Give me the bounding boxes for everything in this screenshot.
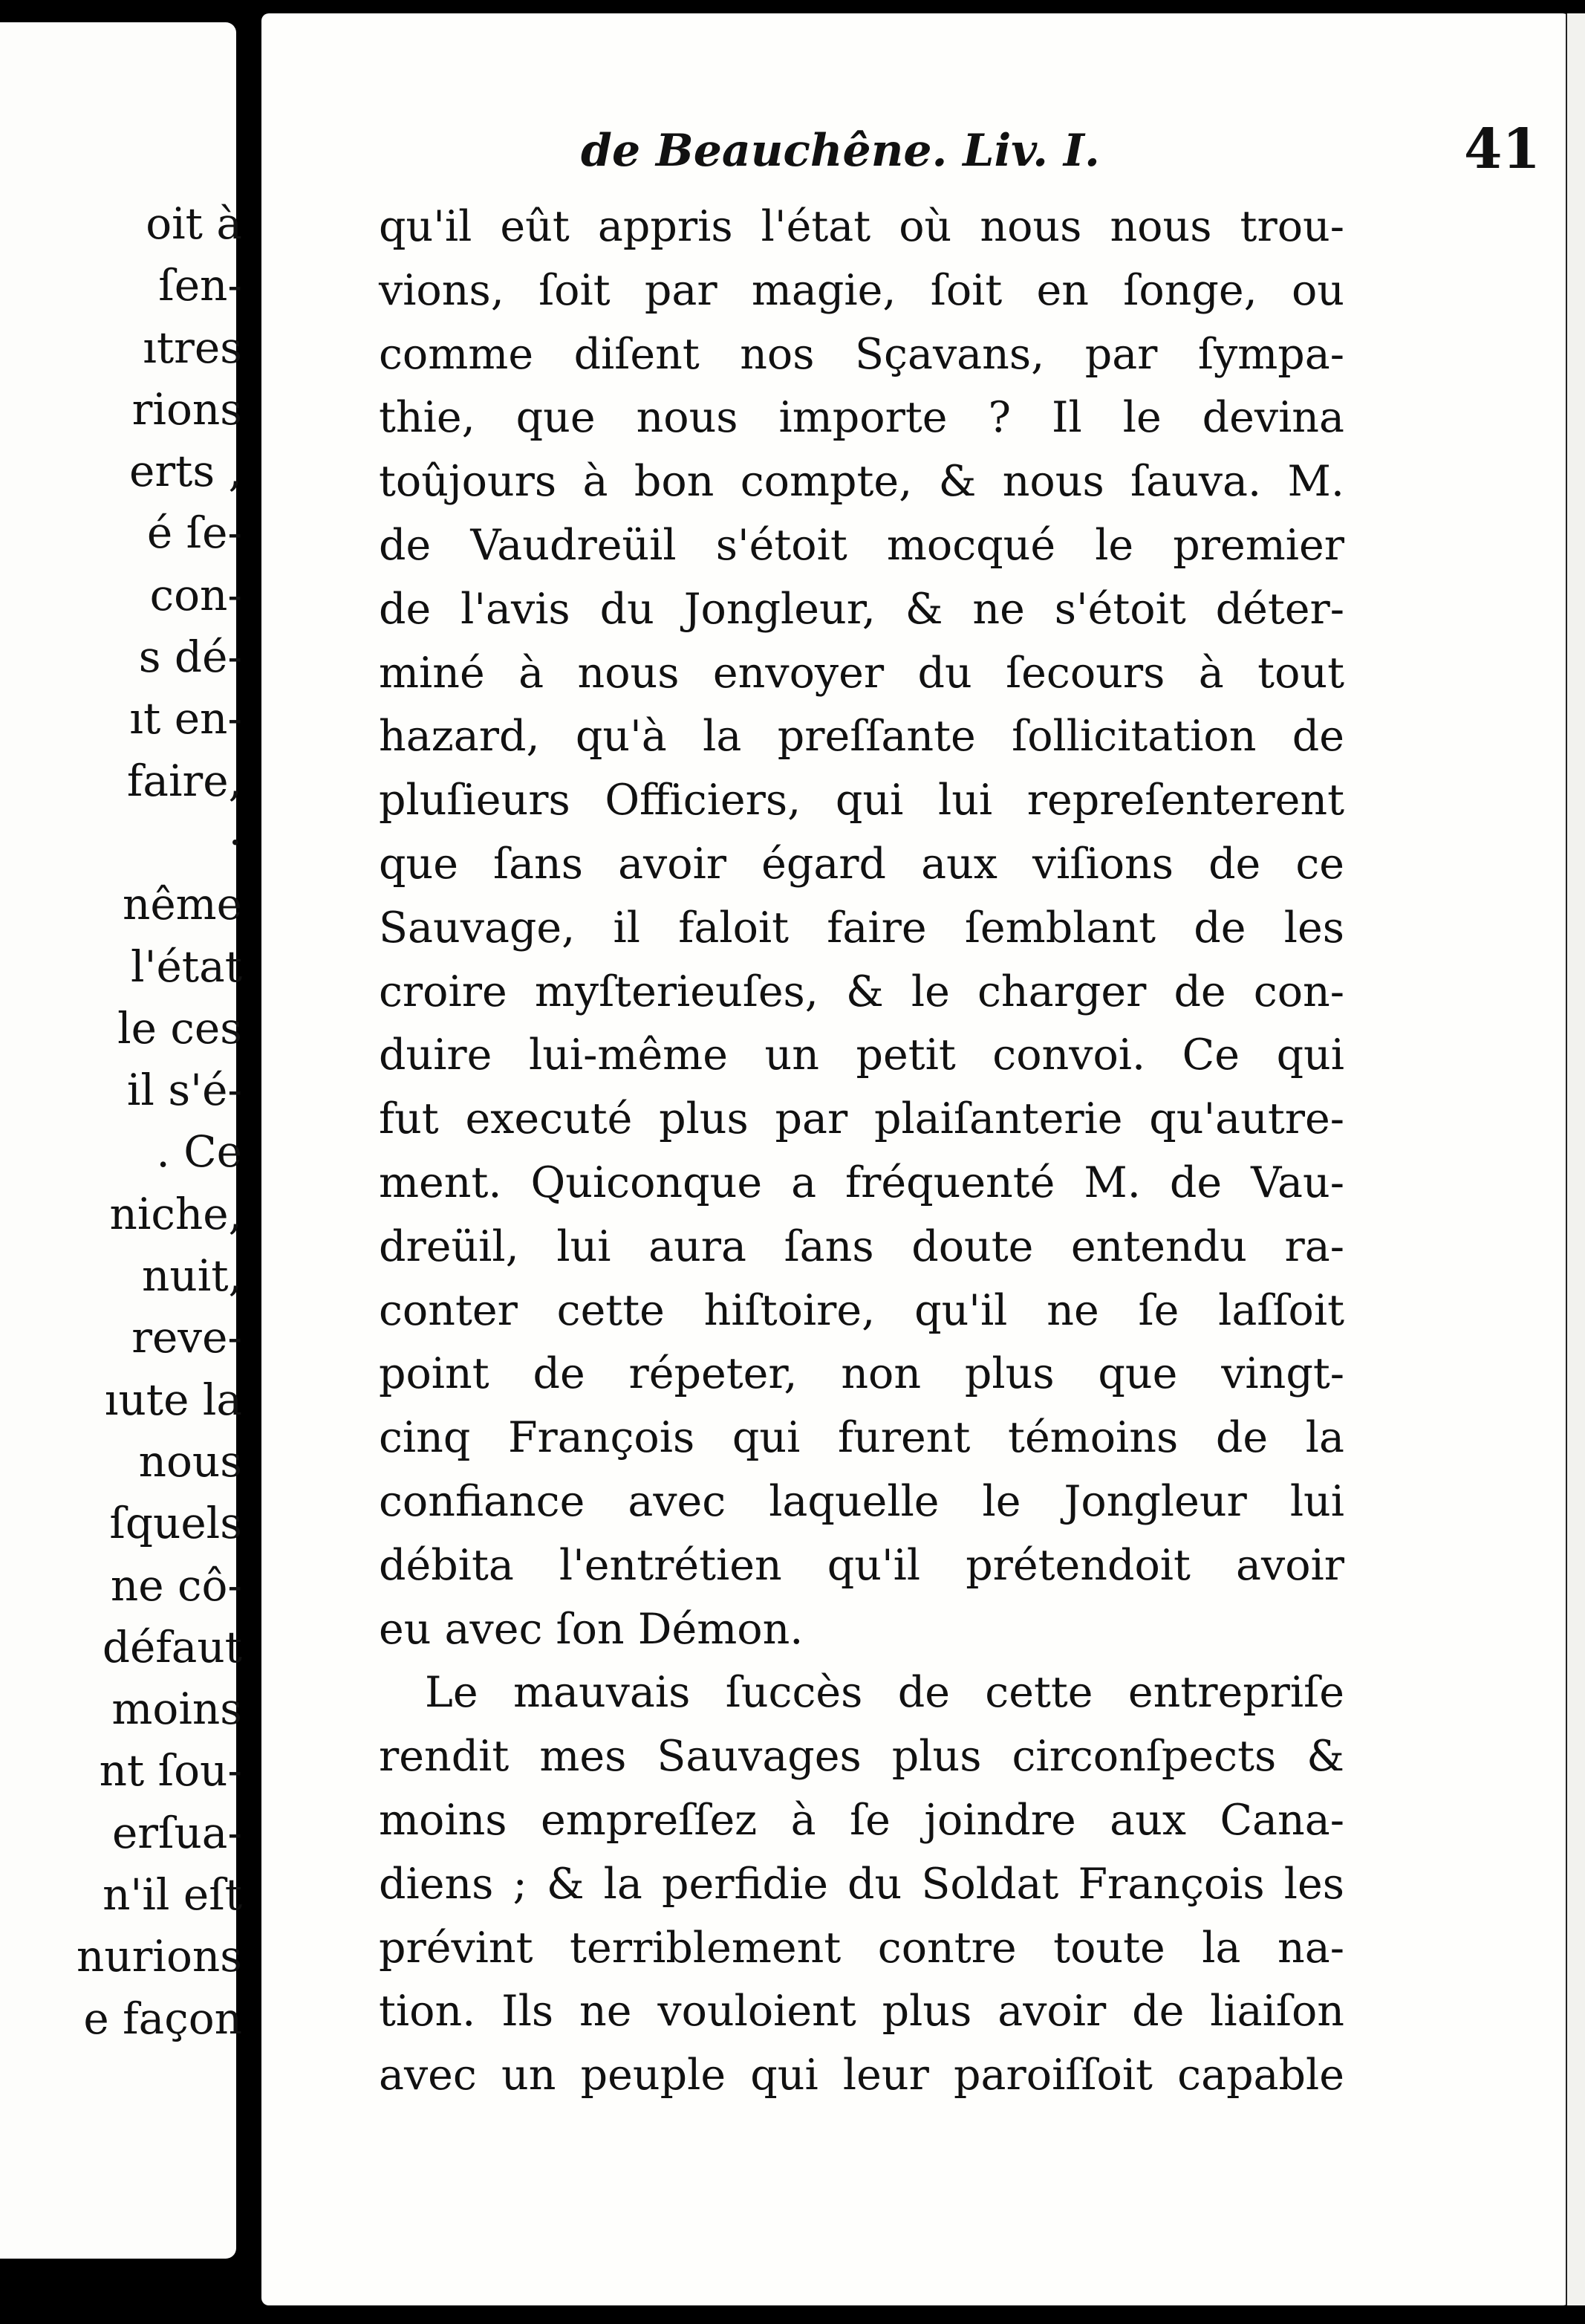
left-line: nt ſou- (99, 1745, 242, 1796)
right-page (261, 13, 1570, 2305)
left-line: con- (149, 569, 242, 620)
text-line: qu'il eût appris l'état où nous nous trou- (379, 202, 1344, 251)
left-line: nuit, (141, 1250, 242, 1302)
running-head: de Beauchêne. Liv. I. (581, 125, 1100, 177)
left-line: ſquels (109, 1498, 242, 1549)
left-line: reve- (131, 1312, 242, 1363)
left-line: erſua- (111, 1807, 242, 1858)
left-line: é ſe- (146, 507, 242, 559)
body-text (379, 195, 1344, 2108)
left-line: niche, (109, 1188, 242, 1239)
left-line: ſen- (158, 260, 242, 311)
text-line: miné à nous envoyer du ſecours à tout (379, 648, 1344, 698)
text-line: Le mauvais ſuccès de cette entrepriſe (425, 1668, 1344, 1718)
text-line: fut executé plus par plaiſanterie qu'autre- (379, 1094, 1344, 1144)
text-line: point de répeter, non plus que vingt- (379, 1349, 1344, 1399)
left-line: oit à (146, 198, 242, 249)
text-line: rendit mes Sauvages plus circonſpects & (379, 1732, 1344, 1782)
left-line: faire, (126, 755, 242, 806)
left-line: moins (111, 1684, 242, 1735)
text-line: vions, ſoit par magie, ſoit en ſonge, ou (379, 265, 1344, 315)
left-line: ıute la (104, 1374, 242, 1425)
left-line: défaut (102, 1621, 242, 1672)
left-line: ıtres (143, 322, 242, 373)
left-line: ıt en- (129, 693, 242, 744)
text-line: toûjours à bon compte, & nous ſauva. M. (379, 457, 1344, 507)
left-line: s dé- (138, 632, 242, 683)
page-number: 41 (1464, 117, 1540, 181)
text-line: pluſieurs Officiers, qui lui repreſenterent (379, 776, 1344, 825)
left-line: ne cô- (110, 1559, 242, 1611)
text-line: de Vaudreüil s'étoit mocqué le premier (379, 520, 1344, 570)
left-line: e façon (83, 1993, 242, 2044)
text-line: ment. Quiconque a fréquenté M. de Vau- (379, 1158, 1344, 1207)
left-page (0, 22, 242, 2259)
text-line: croire myſterieuſes, & le charger de con- (379, 967, 1344, 1016)
left-line: n'il eſt (102, 1869, 242, 1921)
left-line: nême (122, 879, 242, 930)
text-line: moins empreſſez à ſe joindre aux Cana- (379, 1795, 1344, 1845)
text-line: cinq François qui furent témoins de la (379, 1413, 1344, 1463)
left-line: rions (131, 383, 242, 435)
text-line: dreüil, lui aura ſans doute entendu ra- (379, 1221, 1344, 1271)
text-line: Sauvage, il faloit faire ſemblant de les (379, 903, 1344, 952)
text-line: conter cette hiſtoire, qu'il ne ſe laſſoit (379, 1285, 1344, 1335)
left-line: . Ce (156, 1126, 242, 1178)
text-line: confiance avec laquelle le Jongleur lui (379, 1476, 1344, 1526)
text-line: prévint terriblement contre toute la na- (379, 1923, 1344, 1973)
text-line: débita l'entrétien qu'il prétendoit avoir (379, 1540, 1344, 1590)
text-line: que ſans avoir égard aux viſions de ce (379, 839, 1344, 889)
text-line: de l'avis du Jongleur, & ne s'étoit déter- (379, 584, 1344, 634)
left-line: erts , (129, 446, 242, 497)
left-line: le ces (117, 1002, 242, 1054)
left-line: l'état (130, 941, 242, 992)
text-line: diens ; & la perfidie du Soldat François les (379, 1859, 1344, 1909)
text-line: avec un peuple qui leur paroiſſoit capable (379, 2051, 1344, 2100)
text-line: eu avec ſon Démon. (379, 1604, 804, 1654)
text-line: duire lui-même un petit convoi. Ce qui (379, 1030, 1344, 1080)
left-line: nous (138, 1435, 242, 1487)
text-line: comme diſent nos Sçavans, par ſympa- (379, 329, 1344, 379)
left-line: nurions (76, 1931, 242, 1982)
left-line: il s'é- (126, 1065, 242, 1116)
left-page-text (4, 193, 242, 2050)
text-line: thie, que nous importe ? Il le devina (379, 393, 1344, 443)
left-line: · (228, 817, 242, 868)
text-line: tion. Ils ne vouloient plus avoir de liaiſon (379, 1987, 1344, 2036)
text-line: hazard, qu'à la preſſante ſollicitation de (379, 712, 1344, 762)
